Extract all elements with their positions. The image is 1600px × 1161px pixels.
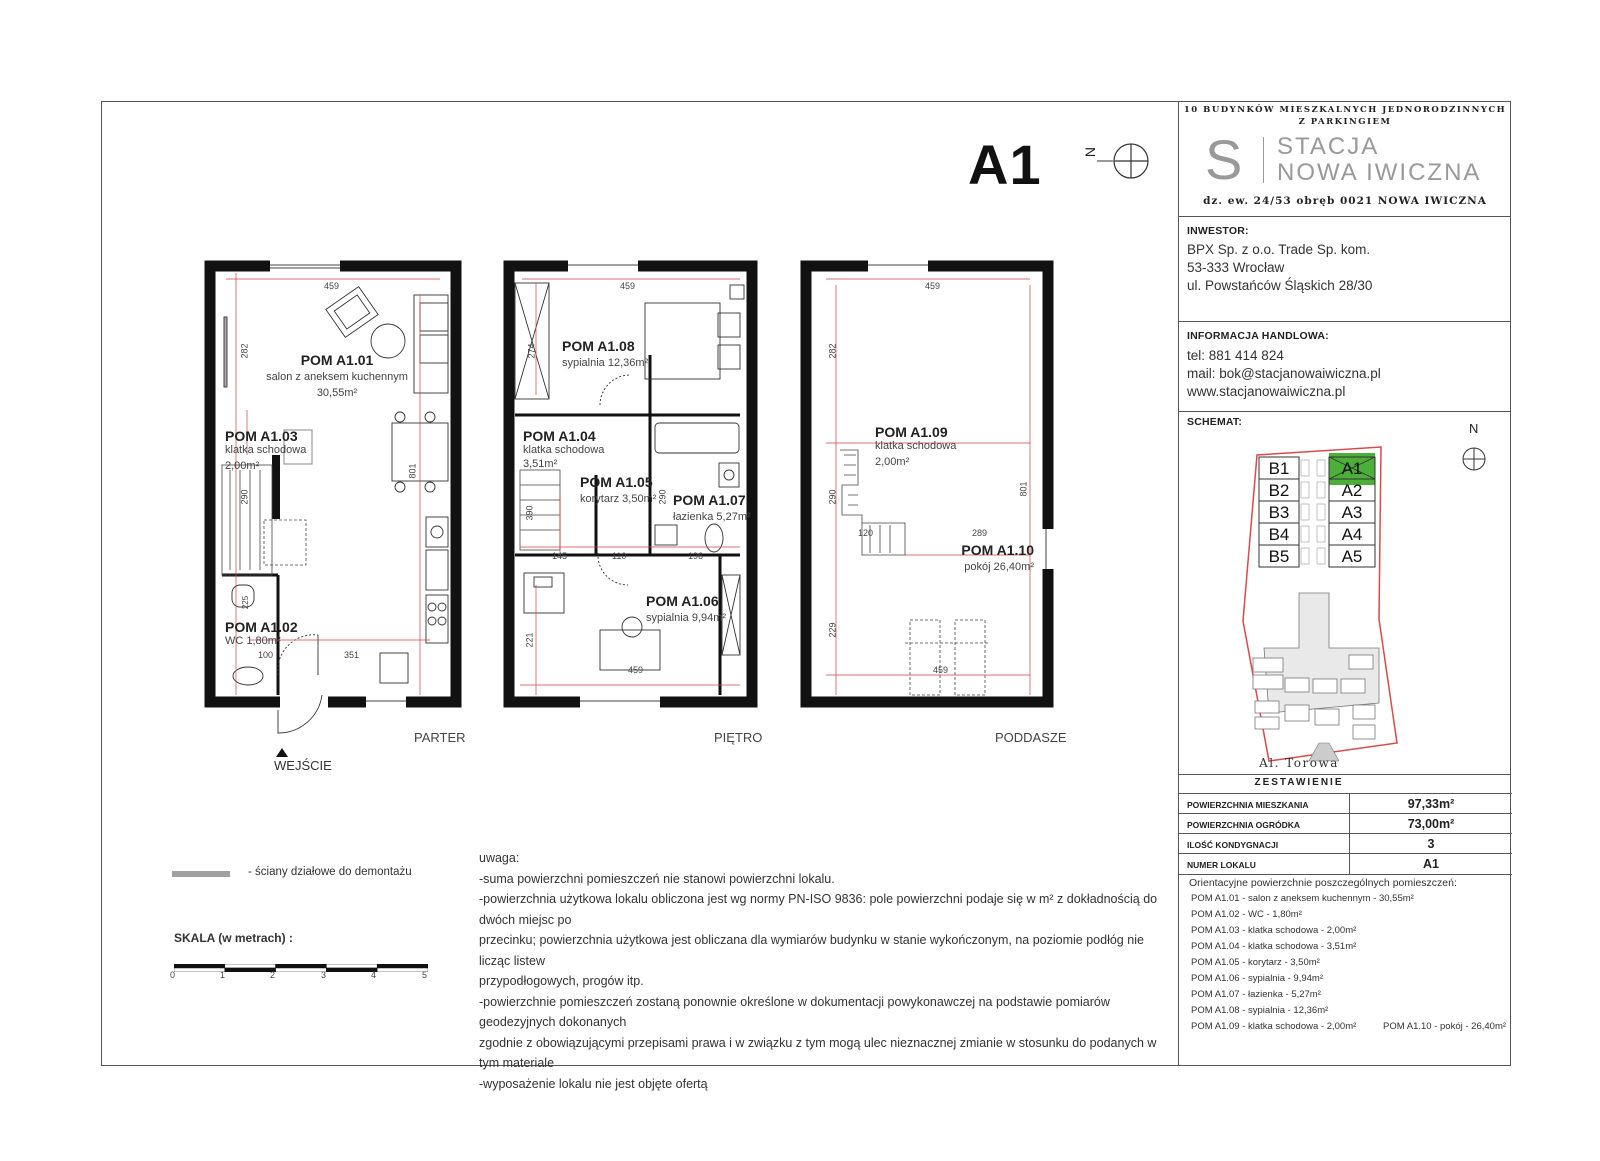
project-line-1: 10 BUDYNKÓW MIESZKALNYCH JEDNORODZINNYCH — [1183, 105, 1507, 115]
room-a1-10 — [961, 542, 1034, 573]
summary-value-2: 73,00m² — [1349, 814, 1512, 834]
summary-title: ZESTAWIENIE — [1254, 777, 1344, 788]
scale-ticks — [170, 970, 440, 984]
dim-label: 110 — [612, 551, 627, 561]
summary-value-4: A1 — [1349, 854, 1512, 874]
dim-label: 351 — [344, 650, 360, 660]
sales-www: www.stacjanowaiwiczna.pl — [1187, 384, 1346, 399]
sales-title: INFORMACJA HANDLOWA: — [1187, 330, 1329, 342]
dim-label: 390 — [524, 505, 535, 521]
room-name: sypialnia 9,94m² — [646, 612, 727, 624]
schema-building-rows — [1259, 457, 1375, 567]
note-line: przecinku; powierzchnia użytkowa jest obliczana dla wymiarów budynku w stanie wykończonym, na poziomie podłóg nie licząc listew — [479, 933, 1144, 968]
room-id: POM A1.05 — [580, 474, 653, 490]
room-entry: POM A1.01 - salon z aneksem kuchennym - 30,55m² — [1191, 893, 1414, 904]
scale-tick: 0 — [170, 970, 176, 980]
schema-label-b: B1 — [1268, 459, 1290, 478]
title-block — [1178, 101, 1511, 1066]
summary-label-3: ILOŚĆ KONDYGNACJI — [1187, 840, 1279, 850]
note-line: -powierzchnie pomieszczeń zostaną ponownie określone w dokumentacji powykonawczej na podstawie pomiarów geodezyjnych dokonanych — [479, 994, 1110, 1029]
north-label: N — [1082, 146, 1099, 158]
room-a1-08 — [562, 338, 648, 369]
dim-label: 225 — [241, 595, 251, 610]
room-a1-09 — [875, 424, 956, 468]
schema-label-b: B4 — [1268, 525, 1290, 544]
room-id: POM A1.03 — [225, 428, 298, 444]
room-name: korytarz 3,50m² — [580, 493, 657, 505]
schema-title: SCHEMAT: — [1187, 416, 1243, 428]
summary-label-2: POWIERZCHNIA OGRÓDKA — [1187, 820, 1301, 830]
schema-label-a: A1 — [1341, 459, 1363, 478]
room-entry: POM A1.07 - łazienka - 5,27m² — [1191, 989, 1321, 1000]
dim-label: 196 — [688, 551, 704, 561]
rooms-title: Orientacyjne powierzchnie poszczególnych pomieszczeń: — [1189, 877, 1457, 889]
floor-label-pietro: PIĘTRO — [714, 730, 763, 745]
room-area: 30,55m² — [316, 387, 358, 399]
note-line: zgodnie z obowiązującymi przepisami prawa i w związku z tym mogą ulec nieznacznej zmianie w stosunku do podanych w tym materiale — [479, 1035, 1157, 1070]
room-name: pokój 26,40m² — [964, 561, 1034, 573]
schema-label-a: A2 — [1341, 481, 1363, 500]
entrance-arrow-icon — [276, 748, 288, 757]
logo-line-2: NOWA IWICZNA — [1277, 159, 1482, 186]
dim-label: 459 — [620, 281, 636, 291]
legend-wall-label: - ściany działowe do demontażu — [248, 866, 412, 878]
schema-label-a: A5 — [1341, 547, 1363, 566]
summary-label-1: POWIERZCHNIA MIESZKANIA — [1187, 800, 1309, 810]
room-a1-01 — [262, 352, 412, 399]
room-area: 2,00m² — [875, 456, 910, 468]
note-line: przypodłogowych, progów itp. — [479, 974, 644, 988]
plan-labels — [0, 0, 1160, 800]
schema-label-b: B2 — [1268, 481, 1290, 500]
room-name: klatka schodowa — [875, 440, 957, 452]
dim-label: 290 — [657, 489, 668, 505]
scale-tick: 5 — [422, 970, 428, 980]
note-line: -powierzchnia użytkowa lokalu obliczona jest wg normy PN-ISO 9836: pole powierzchni podaje się w m² z dokładnością do dwóch miejsc po — [479, 892, 1158, 927]
schema-label-a: A3 — [1341, 503, 1363, 522]
room-name: klatka schodowa — [225, 444, 307, 456]
room-id: POM A1.02 — [225, 619, 298, 635]
scale-segment — [276, 964, 327, 968]
room-entry: POM A1.03 - klatka schodowa - 2,00m² — [1191, 925, 1357, 936]
room-name: WC 1,80m² — [225, 635, 281, 647]
dim-label: 100 — [258, 650, 274, 660]
investor-title: INWESTOR: — [1187, 225, 1249, 237]
scale-tick: 4 — [371, 970, 377, 980]
legend-wall-swatch — [172, 871, 230, 877]
summary-label-4: NUMER LOKALU — [1187, 860, 1256, 870]
scale-segment — [377, 964, 428, 968]
dim-label: 120 — [858, 528, 874, 538]
room-name: sypialnia 12,36m² — [562, 357, 649, 369]
investor-line-1: BPX Sp. z o.o. Trade Sp. kom. — [1187, 242, 1371, 257]
room-entry: POM A1.06 - sypialnia - 9,94m² — [1191, 973, 1323, 984]
summary-table — [1179, 793, 1512, 873]
scale-segment — [174, 964, 225, 968]
scale-tick: 1 — [220, 970, 226, 980]
logo — [1205, 128, 1495, 191]
room-a1-03 — [225, 428, 306, 472]
summary-value-3: 3 — [1349, 834, 1512, 854]
scale-tick: 3 — [321, 970, 327, 980]
dim-label: 801 — [1018, 481, 1029, 497]
dim-label: 274 — [526, 343, 537, 359]
room-entry: POM A1.09 - klatka schodowa - 2,00m² — [1191, 1021, 1357, 1032]
note-line: uwaga: — [479, 851, 520, 865]
dim-label: 221 — [524, 632, 535, 648]
dim-label: 801 — [407, 463, 418, 479]
sales-phone: tel: 881 414 824 — [1187, 348, 1284, 363]
unit-label: A1 — [968, 133, 1042, 196]
dim-label: 290 — [239, 489, 250, 505]
rooms-list — [1191, 893, 1414, 1037]
dim-label: 289 — [972, 528, 988, 538]
schema-street: Al. Torowa — [1259, 756, 1339, 770]
dim-label: 459 — [925, 281, 941, 291]
dim-label: 145 — [552, 551, 568, 561]
schema-label-b: B5 — [1268, 547, 1290, 566]
room-a1-06 — [646, 593, 726, 624]
room-name: łazienka 5,27m² — [673, 511, 751, 523]
dim-label: 459 — [628, 665, 644, 675]
floor-label-parter: PARTER — [414, 730, 466, 745]
room-a1-04 — [523, 428, 604, 470]
room-entry: POM A1.02 - WC - 1,80m² — [1191, 909, 1302, 920]
room-id: POM A1.09 — [875, 424, 948, 440]
scale-title: SKALA (w metrach) : — [174, 931, 293, 945]
schema-north-label: N — [1469, 421, 1479, 436]
schema-label-a: A4 — [1341, 525, 1363, 544]
entrance-label: WEJŚCIE — [274, 758, 332, 773]
schema-label-b: B3 — [1268, 503, 1290, 522]
dim-label: 459 — [324, 281, 340, 291]
note-line: -wyposażenie lokalu nie jest objęte ofertą — [479, 1076, 708, 1091]
room-entry-last: POM A1.10 - pokój - 26,40m² — [1383, 1021, 1507, 1032]
room-entry: POM A1.05 - korytarz - 3,50m² — [1191, 957, 1320, 968]
room-area: 3,51m² — [523, 458, 558, 470]
room-name: klatka schodowa — [523, 444, 605, 456]
dim-label: 290 — [827, 489, 838, 505]
dim-label: 229 — [827, 622, 838, 638]
dim-label: 282 — [239, 343, 250, 359]
dim-label: 459 — [933, 665, 949, 675]
room-a1-07 — [673, 492, 751, 523]
logo-line-1: STACJA — [1277, 133, 1380, 160]
sales-mail: mail: bok@stacjanowaiwiczna.pl — [1187, 366, 1381, 381]
room-name: salon z aneksem kuchennym — [266, 371, 408, 383]
room-id: POM A1.04 — [523, 428, 596, 444]
summary-value-1: 97,33m² — [1349, 794, 1512, 814]
room-a1-05 — [580, 474, 656, 505]
investor-line-2: 53-333 Wrocław — [1187, 260, 1285, 275]
scale-tick: 2 — [270, 970, 276, 980]
room-entry: POM A1.04 - klatka schodowa - 3,51m² — [1191, 941, 1357, 952]
room-a1-02 — [225, 619, 298, 647]
scale-bar — [174, 959, 428, 967]
note-line: -suma powierzchni pomieszczeń nie stanowi powierzchni lokalu. — [479, 871, 835, 886]
scale-segment — [326, 964, 377, 968]
schema-north — [1457, 421, 1497, 471]
room-entry: POM A1.08 - sypialnia - 12,36m² — [1191, 1005, 1329, 1016]
parcel-info: dz. ew. 24/53 obręb 0021 NOWA IWICZNA — [1203, 195, 1487, 207]
room-area: 2,00m² — [225, 460, 260, 472]
room-id: POM A1.06 — [646, 593, 719, 609]
investor-line-3: ul. Powstańców Śląskich 28/30 — [1187, 278, 1373, 293]
room-id: POM A1.01 — [300, 352, 374, 368]
dim-label: 282 — [827, 343, 838, 359]
floor-label-poddasze: PODDASZE — [995, 730, 1067, 745]
logo-letter: S — [1205, 128, 1243, 191]
project-line-2: Z PARKINGIEM — [1298, 117, 1392, 127]
scale-segment — [225, 964, 276, 968]
site-schema — [1229, 443, 1409, 783]
room-id: POM A1.08 — [562, 338, 635, 354]
notes — [479, 848, 1159, 1094]
room-id: POM A1.07 — [673, 492, 746, 508]
room-id: POM A1.10 — [961, 542, 1034, 558]
